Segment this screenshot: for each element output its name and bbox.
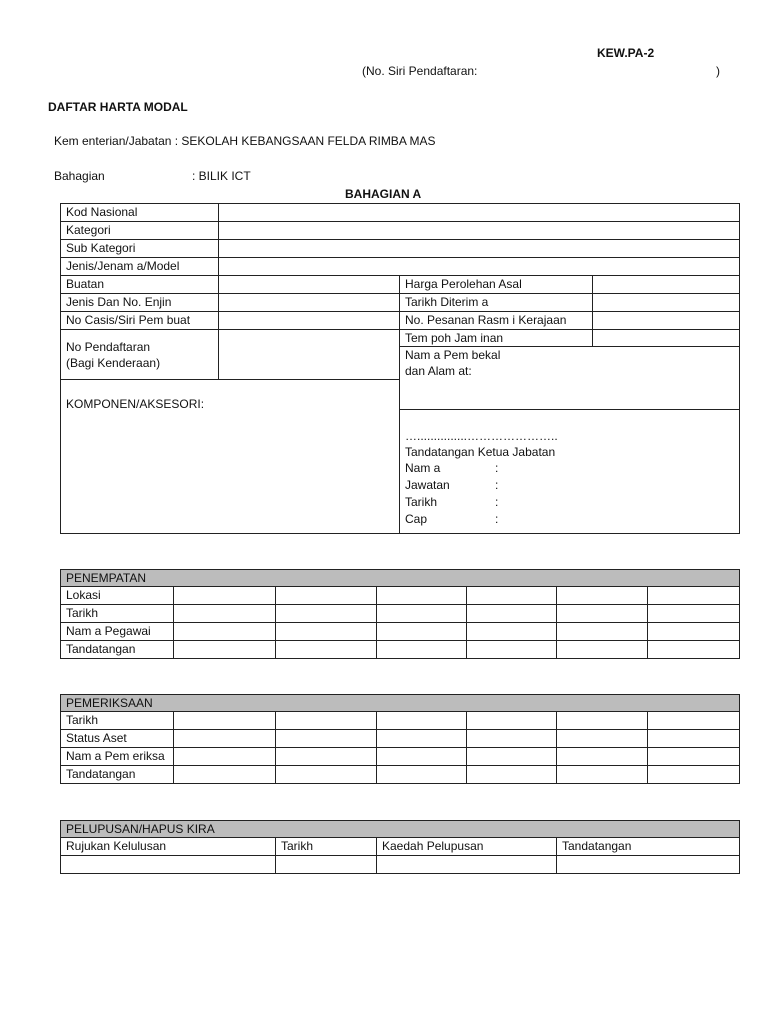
penempatan-cell[interactable] xyxy=(648,623,740,641)
part-a-heading: BAHAGIAN A xyxy=(345,187,422,201)
field-no-casis[interactable] xyxy=(219,312,400,330)
penempatan-row-label: Tarikh xyxy=(61,605,174,623)
pemeriksaan-title: PEMERIKSAAN xyxy=(61,695,740,712)
ministry-line: Kem enterian/Jabatan : SEKOLAH KEBANGSAAN FELDA RIMBA MAS xyxy=(54,134,436,148)
penempatan-title: PENEMPATAN xyxy=(61,570,740,587)
penempatan-cell[interactable] xyxy=(467,623,557,641)
penempatan-cell[interactable] xyxy=(557,641,648,659)
field-jenis-enjin[interactable] xyxy=(219,294,400,312)
field-kod-nasional[interactable] xyxy=(219,204,740,222)
pelupusan-cell[interactable] xyxy=(557,856,740,874)
pemeriksaan-row-label: Tarikh xyxy=(61,712,174,730)
pemeriksaan-cell[interactable] xyxy=(557,730,648,748)
label-jenis-enjin: Jenis Dan No. Enjin xyxy=(61,294,219,312)
penempatan-cell[interactable] xyxy=(648,605,740,623)
serial-number-close: ) xyxy=(716,64,720,78)
signature-cap-label: Cap xyxy=(405,512,428,526)
penempatan-row-label: Nam a Pegawai xyxy=(61,623,174,641)
pelupusan-col-rujukan: Rujukan Kelulusan xyxy=(61,838,276,856)
label-tarikh-diterima: Tarikh Diterim a xyxy=(400,294,593,312)
signature-tarikh-colon: : xyxy=(495,495,499,509)
pemeriksaan-cell[interactable] xyxy=(174,730,276,748)
penempatan-cell[interactable] xyxy=(467,605,557,623)
pemeriksaan-table xyxy=(60,694,740,784)
pemeriksaan-cell[interactable] xyxy=(276,766,377,784)
signature-tarikh-label: Tarikh xyxy=(405,495,438,509)
signature-block xyxy=(400,410,740,534)
field-pembekal[interactable] xyxy=(400,347,740,410)
field-buatan[interactable] xyxy=(219,276,400,294)
pelupusan-table xyxy=(60,820,740,874)
pemeriksaan-row-label: Status Aset xyxy=(61,730,174,748)
penempatan-cell[interactable] xyxy=(557,605,648,623)
label-no-pendaftaran xyxy=(61,330,219,380)
pemeriksaan-cell[interactable] xyxy=(467,748,557,766)
signature-nama-label: Nam a xyxy=(405,461,441,475)
penempatan-cell[interactable] xyxy=(174,587,276,605)
field-komponen-aksesori[interactable] xyxy=(61,380,400,534)
penempatan-cell[interactable] xyxy=(377,587,467,605)
pelupusan-title: PELUPUSAN/HAPUS KIRA xyxy=(61,821,740,838)
penempatan-cell[interactable] xyxy=(377,623,467,641)
signature-title: Tandatangan Ketua Jabatan xyxy=(405,445,556,459)
penempatan-cell[interactable] xyxy=(467,587,557,605)
penempatan-cell[interactable] xyxy=(467,641,557,659)
penempatan-cell[interactable] xyxy=(276,587,377,605)
pelupusan-cell[interactable] xyxy=(61,856,276,874)
label-jenis-model: Jenis/Jenam a/Model xyxy=(61,258,219,276)
label-tempoh-jaminan: Tem poh Jam inan xyxy=(400,330,593,347)
pemeriksaan-cell[interactable] xyxy=(174,766,276,784)
penempatan-cell[interactable] xyxy=(377,605,467,623)
label-no-pesanan: No. Pesanan Rasm i Kerajaan xyxy=(400,312,593,330)
pemeriksaan-cell[interactable] xyxy=(377,766,467,784)
pemeriksaan-cell[interactable] xyxy=(377,712,467,730)
penempatan-row-label: Lokasi xyxy=(61,587,174,605)
pemeriksaan-cell[interactable] xyxy=(174,748,276,766)
section-value: : BILIK ICT xyxy=(192,169,251,183)
serial-number-label: (No. Siri Pendaftaran: xyxy=(362,64,478,78)
signature-cap-colon: : xyxy=(495,512,499,526)
pemeriksaan-row-label: Nam a Pem eriksa xyxy=(61,748,174,766)
pemeriksaan-cell[interactable] xyxy=(557,748,648,766)
label-no-casis: No Casis/Siri Pem buat xyxy=(61,312,219,330)
penempatan-cell[interactable] xyxy=(648,587,740,605)
pemeriksaan-cell[interactable] xyxy=(467,766,557,784)
pemeriksaan-cell[interactable] xyxy=(377,730,467,748)
pelupusan-col-kaedah: Kaedah Pelupusan xyxy=(377,838,557,856)
pemeriksaan-cell[interactable] xyxy=(467,730,557,748)
form-code: KEW.PA-2 xyxy=(597,46,655,60)
signature-jawatan-label: Jawatan xyxy=(405,478,450,492)
field-tempoh-jaminan[interactable] xyxy=(593,330,740,347)
pelupusan-cell[interactable] xyxy=(276,856,377,874)
penempatan-cell[interactable] xyxy=(276,605,377,623)
pemeriksaan-cell[interactable] xyxy=(557,712,648,730)
pemeriksaan-cell[interactable] xyxy=(174,712,276,730)
signature-nama-colon: : xyxy=(495,461,499,475)
field-kategori[interactable] xyxy=(219,222,740,240)
penempatan-cell[interactable] xyxy=(557,587,648,605)
penempatan-cell[interactable] xyxy=(174,623,276,641)
pemeriksaan-cell[interactable] xyxy=(377,748,467,766)
field-sub-kategori[interactable] xyxy=(219,240,740,258)
document-title: DAFTAR HARTA MODAL xyxy=(48,100,188,114)
label-pembekal-line1: Nam a Pem bekal xyxy=(405,348,501,362)
penempatan-row-label: Tandatangan xyxy=(61,641,174,659)
label-pembekal-line2: dan Alam at: xyxy=(405,364,472,378)
label-buatan: Buatan xyxy=(61,276,219,294)
field-harga-perolehan[interactable] xyxy=(593,276,740,294)
label-komponen-aksesori: KOMPONEN/AKSESORI: xyxy=(66,397,205,411)
field-tarikh-diterima[interactable] xyxy=(593,294,740,312)
label-kod-nasional: Kod Nasional xyxy=(61,204,219,222)
pelupusan-cell[interactable] xyxy=(377,856,557,874)
pemeriksaan-cell[interactable] xyxy=(648,766,740,784)
penempatan-cell[interactable] xyxy=(174,605,276,623)
asset-details-table xyxy=(60,203,740,534)
pemeriksaan-row-label: Tandatangan xyxy=(61,766,174,784)
pemeriksaan-cell[interactable] xyxy=(276,748,377,766)
penempatan-cell[interactable] xyxy=(276,623,377,641)
pemeriksaan-cell[interactable] xyxy=(648,712,740,730)
pemeriksaan-cell[interactable] xyxy=(276,730,377,748)
label-kategori: Kategori xyxy=(61,222,219,240)
penempatan-cell[interactable] xyxy=(648,641,740,659)
signature-dots: …...............………………….. xyxy=(405,429,558,443)
section-label: Bahagian xyxy=(54,169,105,183)
penempatan-cell[interactable] xyxy=(276,641,377,659)
label-no-pendaftaran-line2: (Bagi Kenderaan) xyxy=(66,355,161,370)
penempatan-cell[interactable] xyxy=(557,623,648,641)
pemeriksaan-cell[interactable] xyxy=(648,748,740,766)
field-jenis-model[interactable] xyxy=(219,258,740,276)
penempatan-table xyxy=(60,569,740,659)
pemeriksaan-cell[interactable] xyxy=(648,730,740,748)
penempatan-cell[interactable] xyxy=(174,641,276,659)
penempatan-cell[interactable] xyxy=(377,641,467,659)
label-sub-kategori: Sub Kategori xyxy=(61,240,219,258)
pemeriksaan-cell[interactable] xyxy=(276,712,377,730)
field-no-pendaftaran[interactable] xyxy=(219,330,400,380)
pemeriksaan-cell[interactable] xyxy=(467,712,557,730)
pelupusan-col-tarikh: Tarikh xyxy=(276,838,377,856)
signature-jawatan-colon: : xyxy=(495,478,499,492)
label-no-pendaftaran-line1: No Pendaftaran xyxy=(66,339,151,354)
field-no-pesanan[interactable] xyxy=(593,312,740,330)
label-harga-perolehan: Harga Perolehan Asal xyxy=(400,276,593,294)
pelupusan-col-tandatangan: Tandatangan xyxy=(557,838,740,856)
pemeriksaan-cell[interactable] xyxy=(557,766,648,784)
